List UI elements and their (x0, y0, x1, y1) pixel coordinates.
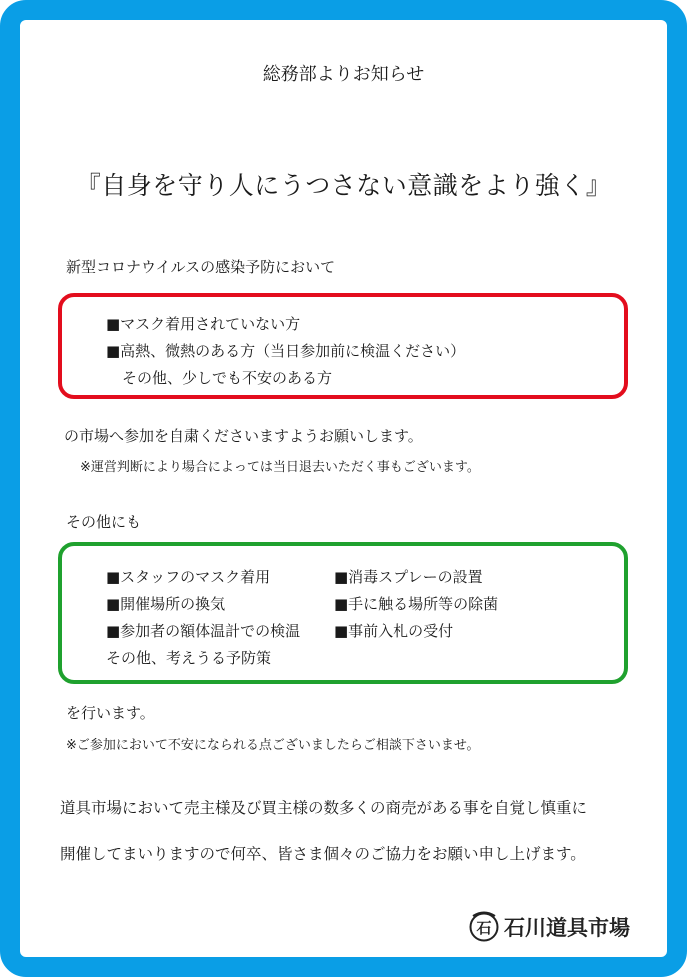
perform-text: を行います。 (66, 704, 155, 722)
request-text: の市場へ参加を自粛くださいますようお願いします。 (64, 427, 423, 445)
restriction-item-mask: ■マスク着用されていない方 (106, 315, 301, 333)
restriction-box (58, 293, 628, 399)
market-emblem-icon (468, 910, 500, 942)
intro-text: 新型コロナウイルスの感染予防において (66, 258, 336, 276)
measure-item: ■参加者の額体温計での検温 (106, 622, 301, 640)
measure-item: ■手に触る場所等の除菌 (334, 595, 499, 613)
measure-item: ■事前入札の受付 (334, 622, 454, 640)
closing-line-1: 道具市場において売主様及び買主様の数多くの商売がある事を自覚し慎重に (60, 799, 588, 817)
restriction-item-other: その他、少しでも不安のある方 (122, 369, 333, 387)
closing-line-2: 開催してまいりますので何卒、皆さま個々のご協力をお願い申し上げます。 (60, 845, 586, 863)
measure-item: その他、考えうる予防策 (106, 649, 272, 667)
market-name: 石川道具市場 (504, 916, 630, 940)
consult-note: ※ご参加において不安になられる点ございましたらご相談下さいませ。 (66, 738, 480, 753)
others-label: その他にも (66, 513, 142, 531)
notice-headline: 『自身を守り人にうつさない意識をより強く』 (75, 171, 612, 200)
restriction-item-fever: ■高熱、微熱のある方（当日参加前に検温ください） (106, 342, 466, 360)
measures-box (58, 542, 628, 684)
measure-item: ■スタッフのマスク着用 (106, 568, 271, 586)
measure-item: ■開催場所の換気 (106, 595, 226, 613)
notice-header: 総務部よりお知らせ (262, 64, 425, 85)
emblem-mark-text: 石 (476, 919, 492, 937)
measure-item: ■消毒スプレーの設置 (334, 568, 483, 586)
management-note: ※運営判断により場合によっては当日退去いただく事もございます。 (80, 460, 480, 475)
